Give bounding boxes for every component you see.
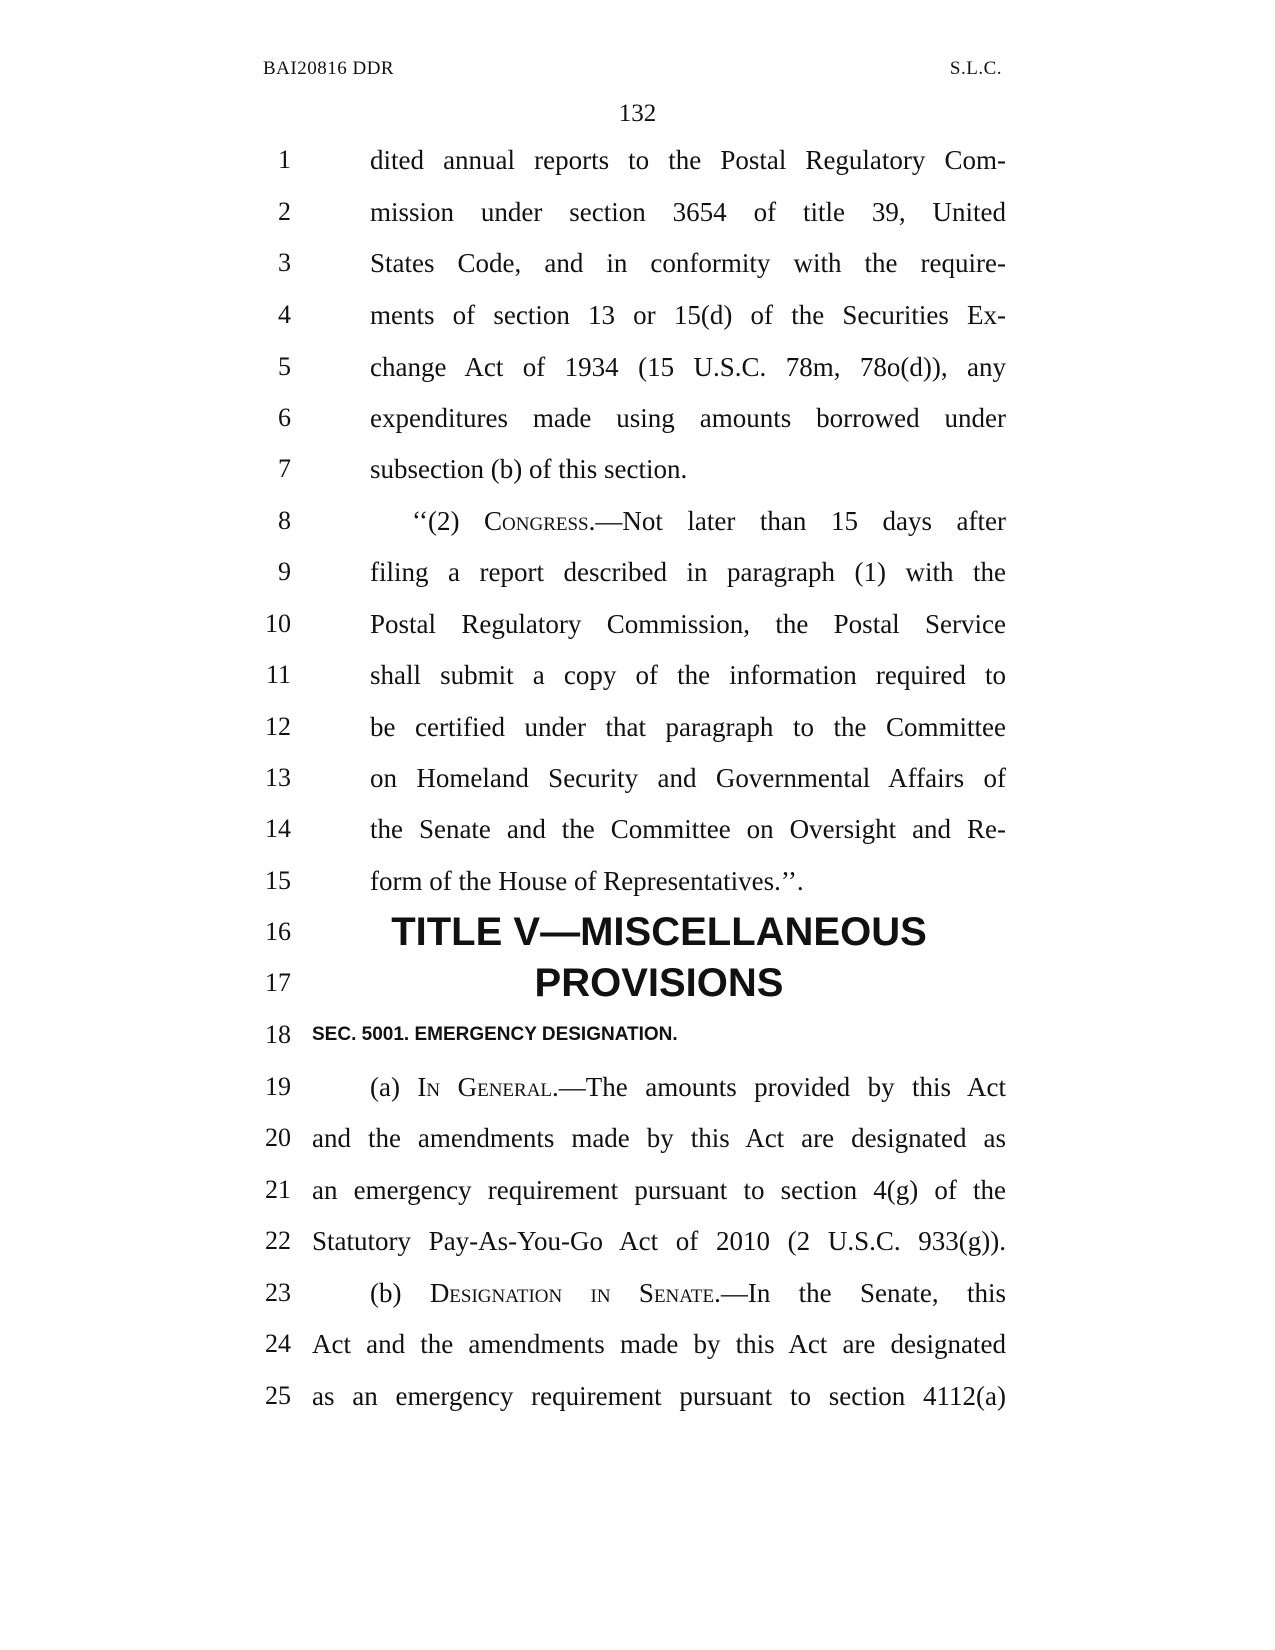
line-number: 6 xyxy=(278,403,291,432)
line-number: 11 xyxy=(265,660,291,689)
line-number: 5 xyxy=(278,352,291,381)
line-text: dited annual reports to the Postal Regulatory Com- xyxy=(370,145,1006,175)
line-text: filing a report described in paragraph (1) with the xyxy=(370,557,1006,587)
line-16 xyxy=(0,905,1275,959)
line-text: Statutory Pay-As-You-Go Act of 2010 (2 U.S.C. 933(g)). xyxy=(312,1226,1006,1256)
line-text xyxy=(370,494,1006,548)
line-15 xyxy=(0,854,1275,908)
line-12 xyxy=(0,700,1275,754)
subsection-heading: In General xyxy=(417,1072,553,1102)
line-1 xyxy=(0,133,1275,187)
line-text: an emergency requirement pursuant to section 4(g) of the xyxy=(312,1175,1006,1205)
line-24 xyxy=(0,1317,1275,1371)
line-text: shall submit a copy of the information required to xyxy=(370,660,1006,690)
line-text: ments of section 13 or 15(d) of the Securities Ex- xyxy=(370,300,1006,330)
line-17 xyxy=(0,956,1275,1010)
line-text xyxy=(312,1266,1006,1320)
line-10 xyxy=(0,597,1275,651)
line-text: States Code, and in conformity with the require- xyxy=(370,248,1006,278)
line-number: 15 xyxy=(265,866,291,895)
line-number: 12 xyxy=(265,712,291,741)
line-text: mission under section 3654 of title 39, United xyxy=(370,197,1006,227)
paragraph-prefix: ‘‘(2) xyxy=(412,506,485,536)
line-number: 8 xyxy=(278,506,291,535)
page-number: 132 xyxy=(618,100,657,127)
line-number: 3 xyxy=(278,248,291,277)
section-heading: SEC. 5001. EMERGENCY DESIGNATION. xyxy=(312,1024,678,1045)
line-number: 21 xyxy=(265,1175,291,1204)
line-text: change Act of 1934 (15 U.S.C. 78m, 78o(d)), any xyxy=(370,352,1006,382)
line-text: as an emergency requirement pursuant to section 4112(a) xyxy=(312,1381,1006,1411)
line-number: 18 xyxy=(265,1020,291,1049)
line-number: 7 xyxy=(278,454,291,483)
line-text: form of the House of Representatives.’’. xyxy=(370,866,804,896)
line-7 xyxy=(0,442,1275,496)
title-heading: TITLE V—MISCELLANEOUS xyxy=(391,910,927,954)
line-6 xyxy=(0,391,1275,445)
line-text: subsection (b) of this section. xyxy=(370,454,688,484)
line-number: 25 xyxy=(265,1381,291,1410)
line-number: 4 xyxy=(278,300,291,329)
slc-marker: S.L.C. xyxy=(949,58,1002,79)
line-2 xyxy=(0,185,1275,239)
line-20 xyxy=(0,1111,1275,1165)
line-text: Postal Regulatory Commission, the Postal Service xyxy=(370,609,1006,639)
document-id: BAI20816 DDR xyxy=(263,58,395,79)
subsection-heading: Designation in Senate xyxy=(429,1278,715,1308)
line-4 xyxy=(0,288,1275,342)
line-number: 10 xyxy=(265,609,291,638)
line-23 xyxy=(0,1266,1275,1320)
line-number: 19 xyxy=(265,1072,291,1101)
paragraph-heading: Congress xyxy=(484,506,589,536)
subsection-text: .—The amounts provided by this Act xyxy=(552,1072,1006,1102)
line-11 xyxy=(0,648,1275,702)
line-text: Act and the amendments made by this Act are designated xyxy=(312,1329,1006,1359)
line-text: be certified under that paragraph to the Committee xyxy=(370,712,1006,742)
line-22 xyxy=(0,1214,1275,1268)
paragraph-text: .—Not later than 15 days after xyxy=(588,506,1006,536)
line-number: 14 xyxy=(265,814,291,843)
line-text: the Senate and the Committee on Oversight and Re- xyxy=(370,814,1006,844)
line-9 xyxy=(0,545,1275,599)
line-14 xyxy=(0,802,1275,856)
line-text xyxy=(312,1060,1006,1114)
line-21 xyxy=(0,1163,1275,1217)
line-number: 20 xyxy=(265,1123,291,1152)
line-text: and the amendments made by this Act are designated as xyxy=(312,1123,1006,1153)
line-text: expenditures made using amounts borrowed under xyxy=(370,403,1006,433)
line-number: 9 xyxy=(278,557,291,586)
line-5 xyxy=(0,340,1275,394)
line-3 xyxy=(0,236,1275,290)
line-number: 2 xyxy=(278,197,291,226)
line-number: 24 xyxy=(265,1329,291,1358)
line-19 xyxy=(0,1060,1275,1114)
line-25 xyxy=(0,1369,1275,1423)
subsection-prefix: (b) xyxy=(370,1278,430,1308)
line-number: 1 xyxy=(278,145,291,174)
line-13 xyxy=(0,751,1275,805)
line-text: on Homeland Security and Governmental Affairs of xyxy=(370,763,1006,793)
line-8 xyxy=(0,494,1275,548)
line-18 xyxy=(0,1008,1275,1062)
title-heading: PROVISIONS xyxy=(534,961,784,1005)
line-number: 17 xyxy=(265,968,291,997)
subsection-prefix: (a) xyxy=(370,1072,418,1102)
line-number: 23 xyxy=(265,1278,291,1307)
line-number: 16 xyxy=(265,917,291,946)
subsection-text: .—In the Senate, this xyxy=(714,1278,1006,1308)
line-number: 13 xyxy=(265,763,291,792)
line-number: 22 xyxy=(265,1226,291,1255)
